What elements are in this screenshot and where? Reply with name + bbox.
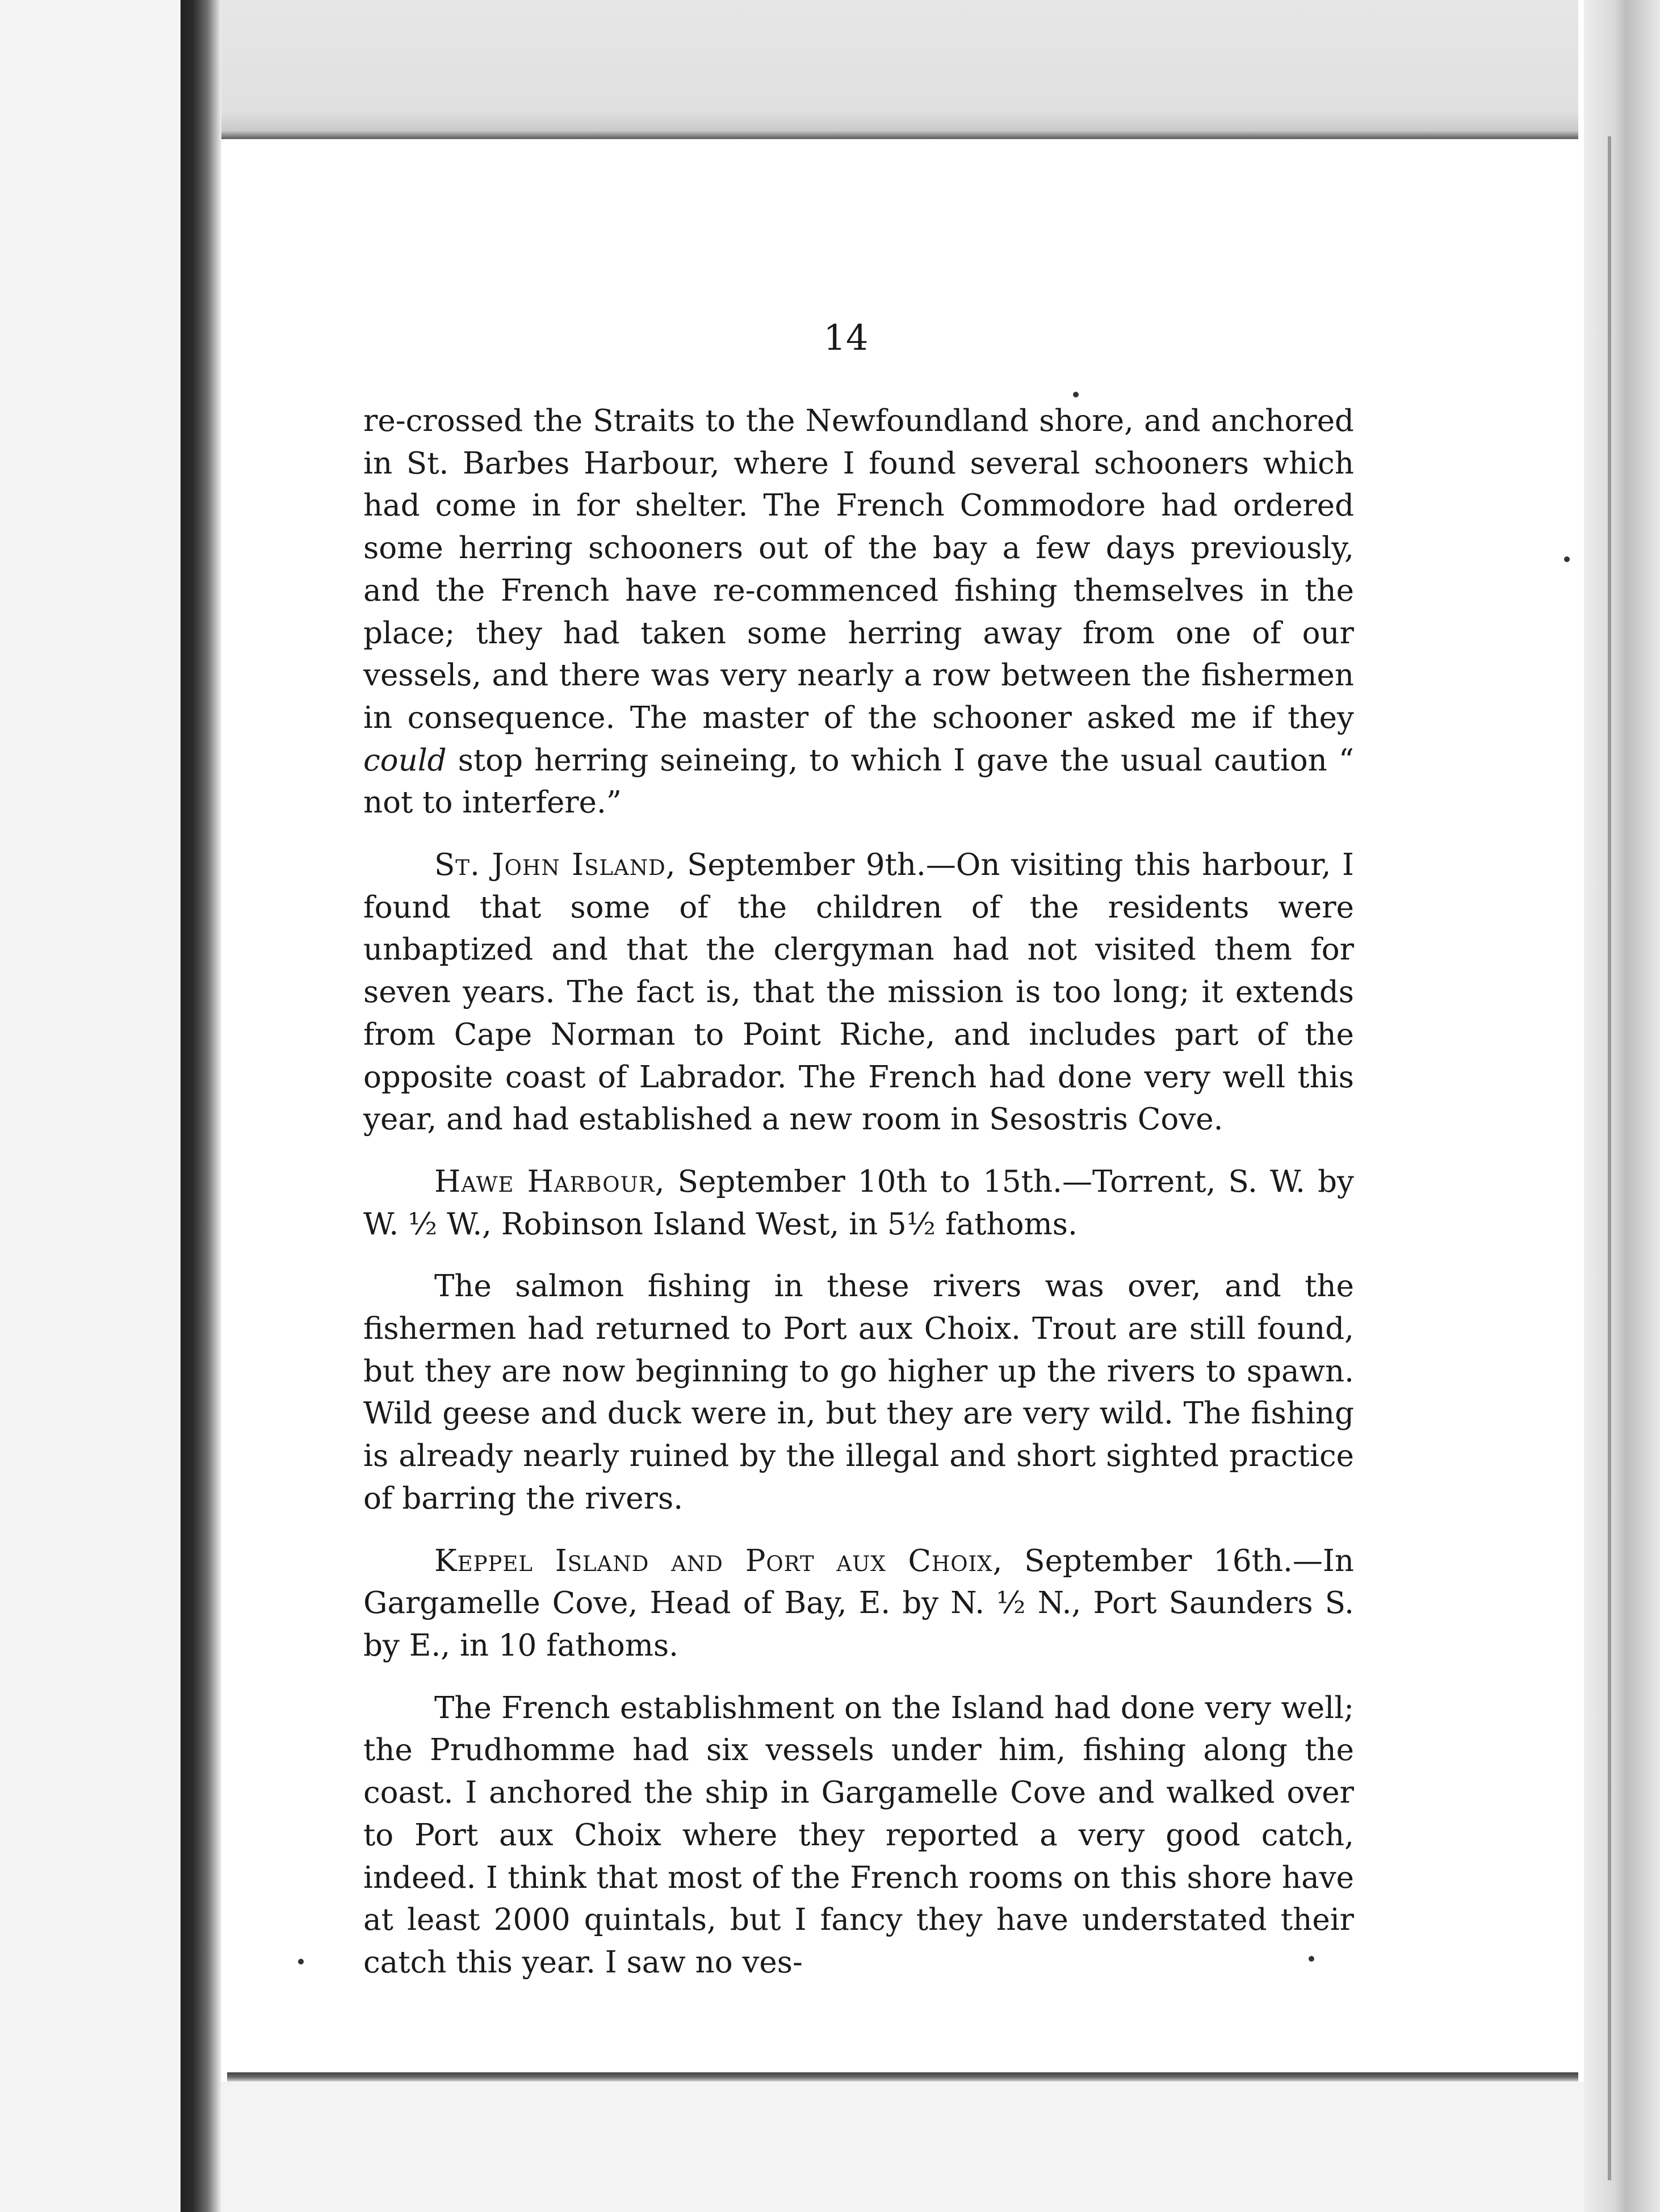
body-text	[363, 400, 1354, 2004]
paragraph-text: re-crossed the Straits to the Newfoundland shore, and anchored in St. Barbes Harbour, where I found several schooners which had come in for shelter. The French Commodore had ordered some herring schooners out of the bay a few days previously, and the French have re-commenced fishing themselves in the place; they had taken some herring away from one of our vessels, and there was very nearly a row between the fishermen in consequence. The master of the schooner asked me if they	[363, 404, 1354, 735]
book-gutter	[181, 0, 221, 2212]
facing-page	[0, 0, 187, 2212]
top-page-edge	[221, 0, 1578, 139]
right-page-edge	[1584, 0, 1660, 2212]
emphasis-text: could	[363, 743, 447, 778]
paragraph-straits	[363, 400, 1354, 824]
bottom-margin	[221, 2081, 1584, 2212]
paragraph-st-john-island	[363, 844, 1354, 1141]
section-lead: Hawe Harbour,	[434, 1164, 665, 1199]
page-number: 14	[823, 317, 869, 358]
print-speck	[1564, 556, 1570, 562]
paragraph-salmon-fishing	[363, 1266, 1354, 1520]
paragraph-keppel-island	[363, 1540, 1354, 1668]
paragraph-text: September 9th.—On visiting this harbour, I found that some of the children of the residents were unbaptized and that the clergyman had not visited them for seven years. The fact is, that the mission is too long; it extends from Cape Norman to Point Riche, and includes part of the opposite coast of Labrador. The French had done very well this year, and had established a new room in Sesostris Cove.	[363, 848, 1354, 1137]
paragraph-french-establishment	[363, 1687, 1354, 1984]
paragraph-hawe-harbour	[363, 1161, 1354, 1246]
paragraph-text-tail: stop herring seineing, to which I gave the usual caution “ not to interfere.”	[363, 743, 1354, 820]
print-speck	[1073, 392, 1079, 397]
section-lead: Keppel Island and Port aux Choix,	[434, 1543, 1003, 1578]
right-edge-rule	[1608, 136, 1611, 2180]
paragraph-text: The salmon fishing in these rivers was over, and the fishermen had returned to Port aux Choix. Trout are still found, but they are now beginning to go higher up the rivers to spawn. Wild geese and duck were in, but they are very wild. The fishing is already nearly ruined by the illegal and short sighted practice of barring the rivers.	[363, 1269, 1354, 1516]
paragraph-text: The French establishment on the Island had done very well; the Prudhomme had six vessels under him, fishing along the coast. I anchored the ship in Gargamelle Cove and walked over to Port aux Choix where they reported a very good catch, indeed. I think that most of the French rooms on this shore have at least 2000 quintals, but I fancy they have understated their catch this year. I saw no ves-	[363, 1690, 1354, 1980]
bottom-page-edge	[227, 2072, 1578, 2081]
paragraph-text: September 16th.—In Gargamelle Cove, Head of Bay, E. by N. ½ N., Port Saunders S. by E., in 10 fathoms.	[363, 1543, 1354, 1663]
print-speck	[298, 1959, 304, 1964]
section-lead: St. John Island,	[434, 848, 676, 883]
paragraph-text: September 10th to 15th.—Torrent, S. W. by W. ½ W., Robinson Island West, in 5½ fathoms.	[363, 1164, 1354, 1242]
